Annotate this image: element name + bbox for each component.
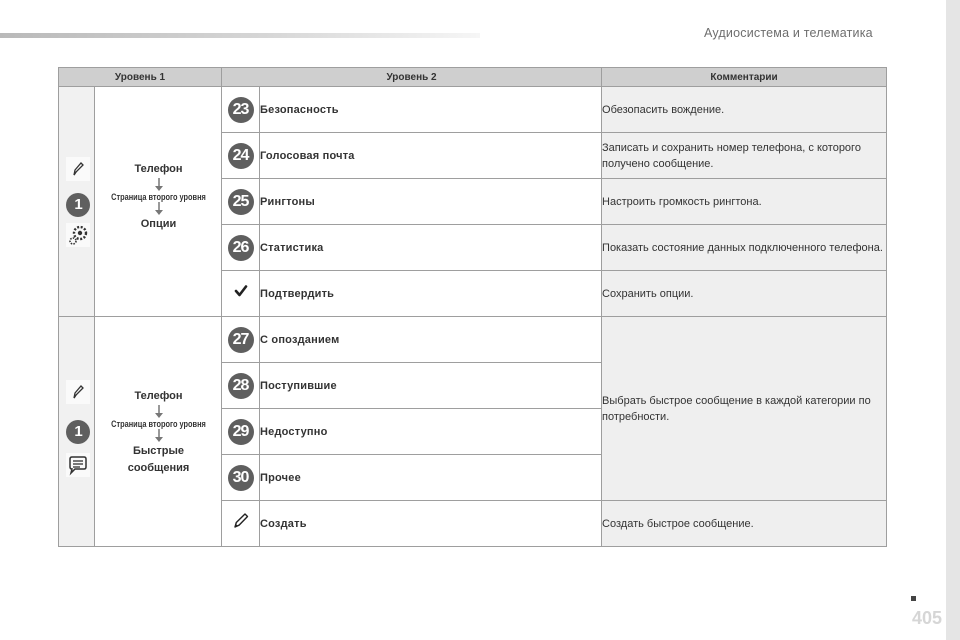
row-number-cell	[222, 455, 260, 501]
number-badge: 29	[228, 419, 254, 445]
row-label: Рингтоны	[260, 179, 602, 225]
row-label: С опозданием	[260, 317, 602, 363]
row-number-cell	[222, 133, 260, 179]
table-row	[59, 87, 887, 133]
number-badge: 26	[228, 235, 254, 261]
level1-label-cell	[95, 87, 222, 317]
row-icon-cell	[222, 271, 260, 317]
level1-middle-label: Страница второго уровня	[111, 419, 206, 429]
column-header-level1: Уровень 1	[59, 68, 222, 87]
page-edge-strip	[946, 0, 960, 640]
shared-comment: Выбрать быстрое сообщение в каждой категории по потребности.	[602, 317, 887, 501]
arrow-down-icon	[154, 429, 164, 443]
row-comment: Показать состояние данных подключенного телефона.	[602, 225, 887, 271]
header-gradient-bar	[0, 33, 480, 38]
row-label: Голосовая почта	[260, 133, 602, 179]
level1-icons-cell	[59, 317, 95, 547]
table-header-row	[59, 68, 887, 87]
row-number-cell	[222, 317, 260, 363]
number-1-icon	[66, 420, 90, 444]
row-number-cell	[222, 409, 260, 455]
row-comment: Записать и сохранить номер телефона, с которого получено сообщение.	[602, 133, 887, 179]
checkmark-icon	[234, 284, 248, 298]
row-icon-cell	[222, 501, 260, 547]
level-number-badge: 1	[66, 193, 90, 217]
level1-label-cell	[95, 317, 222, 547]
row-label: Недоступно	[260, 409, 602, 455]
row-number-cell	[222, 225, 260, 271]
level1-stack	[95, 388, 222, 477]
level-number-badge: 1	[66, 420, 90, 444]
column-header-comments: Комментарии	[602, 68, 887, 87]
arrow-down-icon	[154, 178, 164, 192]
row-number-cell	[222, 363, 260, 409]
level1-top-label: Телефон	[134, 390, 183, 402]
level1-stack	[95, 161, 222, 233]
settings-icon	[66, 223, 90, 247]
levels-table	[58, 67, 887, 547]
number-badge: 24	[228, 143, 254, 169]
row-label: Подтвердить	[260, 271, 602, 317]
row-comment: Обезопасить вождение.	[602, 87, 887, 133]
arrow-down-icon	[154, 405, 164, 419]
level1-bottom-label: Быстрые сообщения	[127, 445, 190, 474]
number-badge: 23	[228, 97, 254, 123]
page-number: 405	[912, 608, 943, 628]
number-badge: 25	[228, 189, 254, 215]
level1-icons-cell	[59, 87, 95, 317]
phone-icon	[66, 380, 90, 404]
phone-icon	[66, 157, 90, 181]
number-badge: 27	[228, 327, 254, 353]
level1-middle-label: Страница второго уровня	[111, 192, 206, 202]
row-number-cell	[222, 87, 260, 133]
row-comment: Создать быстрое сообщение.	[602, 501, 887, 547]
pencil-icon	[232, 512, 250, 530]
column-header-level2: Уровень 2	[222, 68, 602, 87]
row-label: Безопасность	[260, 87, 602, 133]
row-comment: Сохранить опции.	[602, 271, 887, 317]
row-number-cell	[222, 179, 260, 225]
messages-icon	[66, 453, 90, 477]
row-label: Создать	[260, 501, 602, 547]
section-title: Аудиосистема и телематика	[704, 26, 873, 40]
row-label: Статистика	[260, 225, 602, 271]
row-comment: Настроить громкость рингтона.	[602, 179, 887, 225]
number-badge: 30	[228, 465, 254, 491]
footer-marker	[911, 596, 916, 601]
table-row	[59, 317, 887, 363]
level1-top-label: Телефон	[134, 163, 183, 175]
row-label: Прочее	[260, 455, 602, 501]
number-badge: 28	[228, 373, 254, 399]
number-1-icon	[66, 193, 90, 217]
row-label: Поступившие	[260, 363, 602, 409]
level1-bottom-label: Опции	[140, 218, 177, 230]
arrow-down-icon	[154, 202, 164, 216]
